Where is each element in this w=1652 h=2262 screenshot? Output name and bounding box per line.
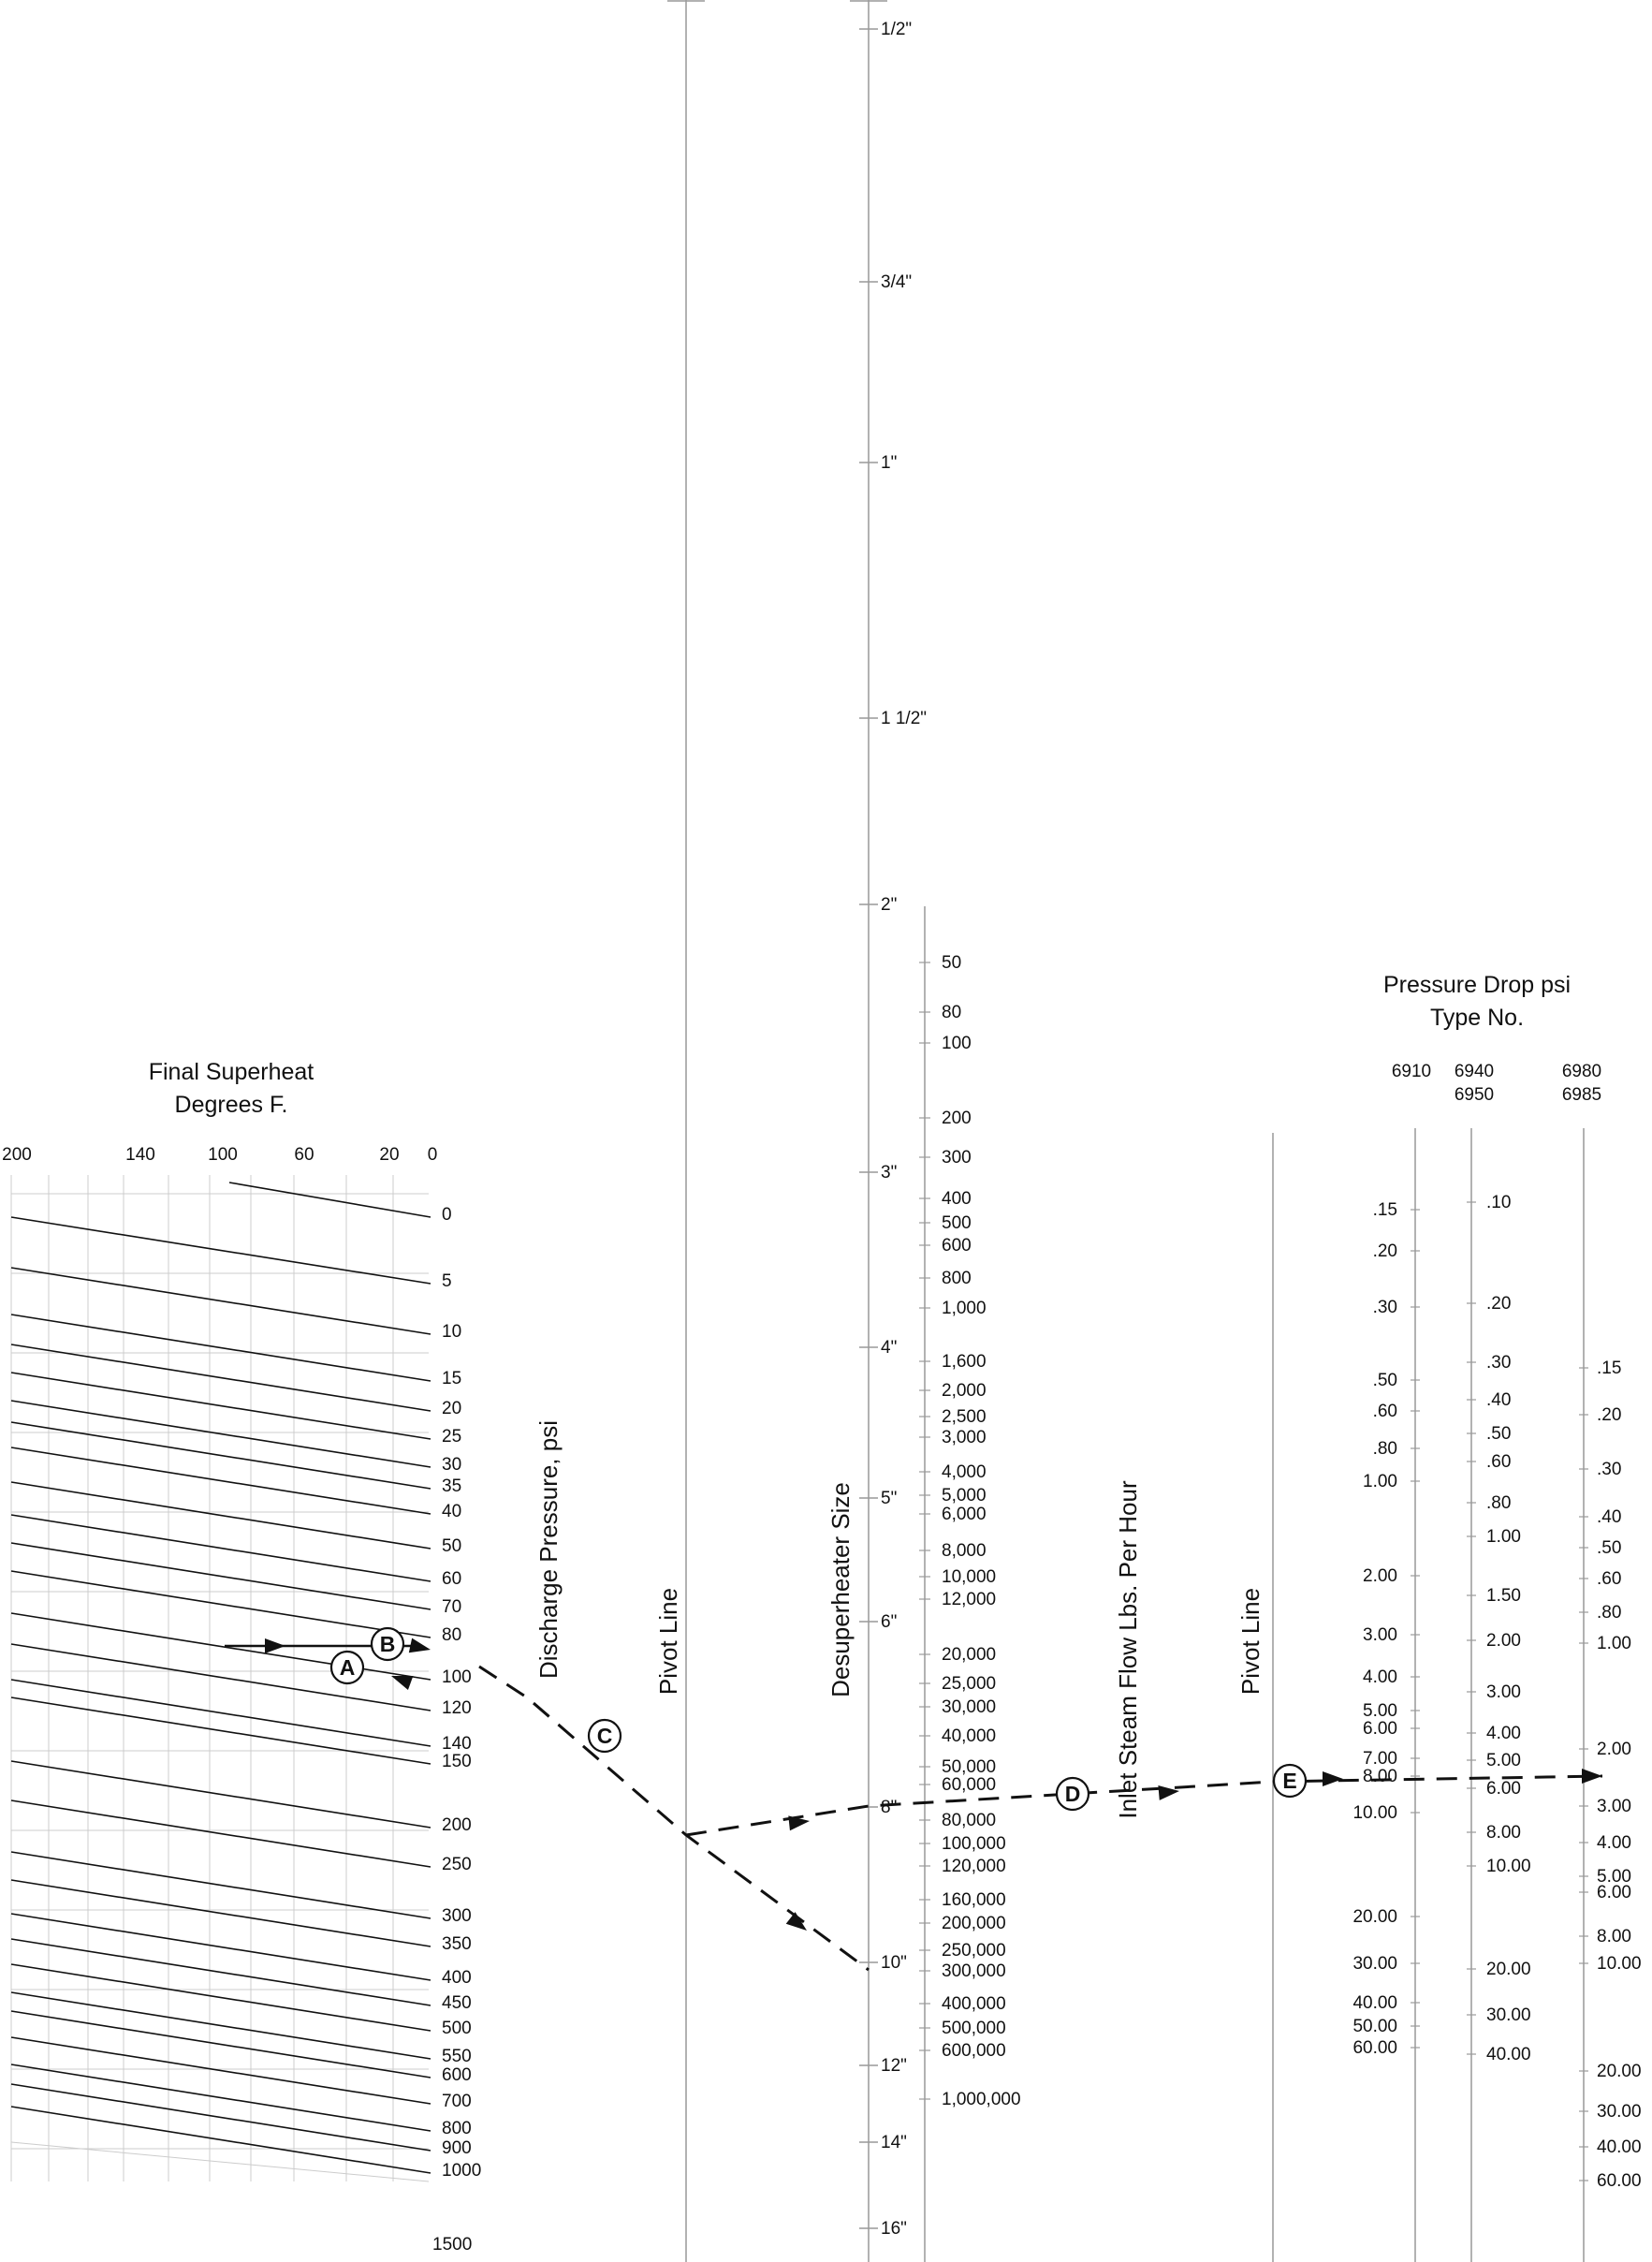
flow-value-label: 30,000 bbox=[942, 1697, 997, 1717]
pd-6940-label: 8.00 bbox=[1486, 1823, 1521, 1843]
pd-6940-label: 1.00 bbox=[1486, 1527, 1521, 1547]
flow-value-label: 2,000 bbox=[942, 1381, 987, 1401]
pd-6910-label: 3.00 bbox=[1363, 1625, 1397, 1645]
discharge-pressure-line bbox=[11, 1992, 431, 2059]
desuperheater-size-label: Desuperheater Size bbox=[826, 1482, 855, 1697]
desuperheater-size-label: 14" bbox=[881, 2133, 907, 2152]
pd-6980-label: .20 bbox=[1597, 1405, 1622, 1425]
flow-value-label: 50,000 bbox=[942, 1757, 997, 1777]
discharge-pressure-label: 1000 bbox=[442, 2161, 482, 2181]
discharge-pressure-line bbox=[11, 1543, 431, 1609]
flow-value-label: 100,000 bbox=[942, 1834, 1006, 1854]
superheat-grid bbox=[11, 1175, 429, 2181]
desuperheater-size-label: 1 1/2" bbox=[881, 709, 928, 728]
inlet-steam-flow-label: Inlet Steam Flow Lbs. Per Hour bbox=[1114, 1480, 1142, 1819]
desuperheater-size-label: 1" bbox=[881, 453, 898, 473]
flow-value-label: 6,000 bbox=[942, 1505, 987, 1524]
pd-6910-label: 60.00 bbox=[1352, 2038, 1397, 2058]
flow-value-label: 500 bbox=[942, 1213, 972, 1233]
pd-6980-label: 40.00 bbox=[1597, 2137, 1642, 2157]
pd-6910-label: 30.00 bbox=[1352, 1954, 1397, 1974]
type-number: 6985 bbox=[1561, 1085, 1602, 1105]
pd-6980-label: 2.00 bbox=[1597, 1740, 1631, 1759]
discharge-pressure-line bbox=[11, 2064, 431, 2131]
arrow-a bbox=[265, 1638, 285, 1653]
pd-6910-label: .30 bbox=[1372, 1298, 1397, 1317]
discharge-pressure-label: 900 bbox=[442, 2138, 472, 2158]
pd-6940-label: 30.00 bbox=[1486, 2005, 1531, 2025]
flow-value-label: 800 bbox=[942, 1269, 972, 1288]
discharge-pressure-line bbox=[11, 1373, 431, 1439]
desuperheater-size-label: 5" bbox=[881, 1489, 898, 1508]
flow-value-label: 300,000 bbox=[942, 1961, 1006, 1981]
pd-6910-label: .50 bbox=[1372, 1371, 1397, 1390]
pd-6980-label: .30 bbox=[1597, 1460, 1622, 1479]
type-number: 6910 bbox=[1391, 1062, 1432, 1081]
flow-value-label: 60,000 bbox=[942, 1775, 997, 1795]
desuperheater-size-label: 4" bbox=[881, 1338, 898, 1358]
pd-6910-label: 8.00 bbox=[1363, 1767, 1397, 1786]
discharge-pressure-label: 70 bbox=[442, 1597, 462, 1617]
pressure-drop-title-line1: Pressure Drop psi bbox=[1382, 972, 1572, 998]
pd-6980-label: .40 bbox=[1597, 1507, 1622, 1527]
flow-value-label: 50 bbox=[942, 953, 962, 973]
flow-value-label: 1,600 bbox=[942, 1352, 987, 1372]
flow-value-label: 4,000 bbox=[942, 1462, 987, 1482]
arrow-c-size bbox=[786, 1912, 811, 1936]
superheat-tick-label: 140 bbox=[125, 1145, 155, 1165]
desuperheater-size-label: 12" bbox=[881, 2056, 907, 2076]
discharge-pressure-line bbox=[11, 1914, 431, 1980]
arrow-e bbox=[1323, 1771, 1343, 1786]
superheat-title-line2: Degrees F. bbox=[174, 1092, 288, 1118]
pd-6980-label: 60.00 bbox=[1597, 2171, 1642, 2191]
pd-6980-label: 4.00 bbox=[1597, 1833, 1631, 1853]
discharge-pressure-label: 20 bbox=[442, 1399, 462, 1418]
arrow-b bbox=[409, 1638, 432, 1657]
pd-6910-label: 5.00 bbox=[1363, 1701, 1397, 1721]
pd-6940-label: 2.00 bbox=[1486, 1631, 1521, 1651]
pd-6940-label: .40 bbox=[1486, 1390, 1512, 1410]
type-number: 6950 bbox=[1454, 1085, 1495, 1105]
flow-value-label: 400 bbox=[942, 1189, 972, 1209]
discharge-pressure-label: 250 bbox=[442, 1855, 472, 1874]
flow-value-label: 2,500 bbox=[942, 1407, 987, 1427]
desuperheater-size-label: 1/2" bbox=[881, 20, 913, 39]
flow-value-label: 600,000 bbox=[942, 2041, 1006, 2061]
flow-value-label: 1,000 bbox=[942, 1299, 987, 1318]
flow-value-label: 5,000 bbox=[942, 1486, 987, 1506]
flow-value-label: 80 bbox=[942, 1003, 962, 1022]
discharge-pressure-label: 400 bbox=[442, 1968, 472, 1988]
flow-value-label: 10,000 bbox=[942, 1567, 997, 1587]
discharge-pressure-label: 150 bbox=[442, 1752, 472, 1771]
pivot-line-2-label: Pivot Line bbox=[1236, 1587, 1265, 1696]
pd-6940-label: .30 bbox=[1486, 1353, 1512, 1373]
pd-6980-label: .60 bbox=[1597, 1569, 1622, 1589]
discharge-pressure-label: Discharge Pressure, psi bbox=[534, 1420, 563, 1679]
type-number: 6980 bbox=[1561, 1062, 1602, 1081]
pd-6940-label: .60 bbox=[1486, 1452, 1512, 1472]
discharge-pressure-line bbox=[11, 1852, 431, 1918]
discharge-pressure-label: 5 bbox=[442, 1271, 452, 1291]
desuperheater-size-label: 16" bbox=[881, 2219, 907, 2239]
flow-value-label: 3,000 bbox=[942, 1428, 987, 1447]
discharge-pressure-label: 15 bbox=[442, 1369, 462, 1388]
pd-6910-label: 10.00 bbox=[1352, 1803, 1397, 1823]
discharge-pressure-line bbox=[11, 1571, 431, 1638]
discharge-pressure-line bbox=[229, 1182, 431, 1217]
flow-value-label: 500,000 bbox=[942, 2019, 1006, 2038]
flow-value-label: 300 bbox=[942, 1148, 972, 1168]
flow-value-label: 25,000 bbox=[942, 1674, 997, 1694]
flow-value-label: 400,000 bbox=[942, 1994, 1006, 2014]
discharge-pressure-line bbox=[11, 1344, 431, 1411]
pd-6940-label: 3.00 bbox=[1486, 1682, 1521, 1702]
flow-value-label: 12,000 bbox=[942, 1590, 997, 1609]
marker-b-letter: B bbox=[379, 1632, 396, 1656]
pd-6940-label: 1.50 bbox=[1486, 1586, 1521, 1606]
pd-6940-label: .50 bbox=[1486, 1424, 1512, 1444]
pd-6980-label: .50 bbox=[1597, 1538, 1622, 1558]
pressure-drop-title-line2: Type No. bbox=[1429, 1005, 1525, 1031]
superheat-tick-label: 60 bbox=[294, 1145, 314, 1165]
pd-6940-label: .80 bbox=[1486, 1493, 1512, 1513]
grid-border bbox=[11, 2142, 429, 2181]
tick-labels bbox=[2, 20, 1641, 2255]
flow-value-label: 80,000 bbox=[942, 1811, 997, 1830]
discharge-pressure-line bbox=[11, 2107, 431, 2173]
path-segment-discharge-to-size bbox=[479, 1667, 869, 1970]
pd-6910-label: 40.00 bbox=[1352, 1993, 1397, 2013]
discharge-pressure-line bbox=[11, 1515, 431, 1581]
pd-6980-label: 1.00 bbox=[1597, 1634, 1631, 1653]
type-number: 6940 bbox=[1454, 1062, 1495, 1081]
discharge-pressure-label: 50 bbox=[442, 1536, 462, 1556]
desuperheater-size-label: 3" bbox=[881, 1163, 898, 1182]
marker-d-letter: D bbox=[1064, 1782, 1081, 1806]
pivot-line-1-label: Pivot Line bbox=[654, 1587, 682, 1696]
pd-6910-label: 6.00 bbox=[1363, 1719, 1397, 1739]
discharge-pressure-label: 140 bbox=[442, 1734, 472, 1754]
discharge-pressure-label: 35 bbox=[442, 1476, 462, 1496]
flow-value-label: 120,000 bbox=[942, 1857, 1006, 1876]
discharge-pressure-label: 25 bbox=[442, 1427, 462, 1447]
pd-6910-label: 4.00 bbox=[1363, 1667, 1397, 1687]
discharge-pressure-line bbox=[11, 1761, 431, 1828]
pd-6940-label: 6.00 bbox=[1486, 1779, 1521, 1799]
pd-6910-label: 7.00 bbox=[1363, 1749, 1397, 1769]
pd-6910-label: .15 bbox=[1372, 1200, 1397, 1220]
discharge-pressure-label: 600 bbox=[442, 2065, 472, 2085]
pd-6980-label: 30.00 bbox=[1597, 2102, 1642, 2122]
superheat-tick-label: 20 bbox=[379, 1145, 400, 1165]
pd-6940-label: 40.00 bbox=[1486, 2045, 1531, 2064]
discharge-pressure-label: 1500 bbox=[432, 2235, 473, 2255]
pd-6940-label: 20.00 bbox=[1486, 1960, 1531, 1979]
desuperheater-size-label: 3/4" bbox=[881, 272, 913, 292]
pd-6980-label: 5.00 bbox=[1597, 1867, 1631, 1887]
discharge-pressure-label: 60 bbox=[442, 1569, 462, 1589]
flow-value-label: 8,000 bbox=[942, 1541, 987, 1561]
arrow-b-return bbox=[388, 1668, 413, 1690]
discharge-pressure-label: 40 bbox=[442, 1502, 462, 1521]
pd-6980-label: 20.00 bbox=[1597, 2062, 1642, 2081]
pd-6910-label: .60 bbox=[1372, 1402, 1397, 1421]
pd-6940-label: 10.00 bbox=[1486, 1857, 1531, 1876]
discharge-pressure-line bbox=[11, 1644, 431, 1711]
pd-6910-label: .20 bbox=[1372, 1241, 1397, 1261]
discharge-pressure-line bbox=[11, 1939, 431, 2005]
discharge-pressure-line bbox=[11, 1800, 431, 1867]
discharge-pressure-label: 100 bbox=[442, 1667, 472, 1687]
superheat-title-line1: Final Superheat bbox=[148, 1059, 314, 1085]
pd-6980-label: 10.00 bbox=[1597, 1954, 1642, 1974]
discharge-pressure-label: 80 bbox=[442, 1625, 462, 1645]
superheat-tick-label: 200 bbox=[2, 1145, 32, 1165]
flow-value-label: 160,000 bbox=[942, 1890, 1006, 1910]
pd-6910-label: 2.00 bbox=[1363, 1566, 1397, 1586]
superheat-tick-label: 0 bbox=[427, 1145, 438, 1165]
path-segment-size-to-pressure-drop bbox=[686, 1776, 1602, 1835]
discharge-pressure-label: 800 bbox=[442, 2119, 472, 2138]
marker-e-letter: E bbox=[1282, 1769, 1297, 1793]
discharge-pressure-label: 450 bbox=[442, 1993, 472, 2013]
pd-6940-label: .10 bbox=[1486, 1193, 1512, 1212]
flow-value-label: 20,000 bbox=[942, 1645, 997, 1665]
flow-value-label: 200 bbox=[942, 1109, 972, 1128]
discharge-pressure-label: 0 bbox=[442, 1205, 452, 1225]
flow-value-label: 1,000,000 bbox=[942, 2090, 1021, 2109]
flow-value-label: 250,000 bbox=[942, 1941, 1006, 1961]
discharge-pressure-line bbox=[11, 1680, 431, 1746]
flow-value-label: 600 bbox=[942, 1236, 972, 1256]
discharge-pressure-label: 200 bbox=[442, 1815, 472, 1835]
desuperheater-size-label: 2" bbox=[881, 895, 898, 915]
flow-value-label: 200,000 bbox=[942, 1914, 1006, 1933]
discharge-pressure-label: 300 bbox=[442, 1906, 472, 1926]
discharge-pressure-line bbox=[11, 1880, 431, 1946]
desuperheater-size-label: 6" bbox=[881, 1612, 898, 1632]
marker-c-letter: C bbox=[596, 1724, 613, 1748]
superheat-tick-label: 100 bbox=[208, 1145, 238, 1165]
discharge-pressure-label: 550 bbox=[442, 2047, 472, 2066]
pd-6980-label: 8.00 bbox=[1597, 1927, 1631, 1946]
pd-6910-label: 50.00 bbox=[1352, 2017, 1397, 2036]
arrow-end bbox=[1582, 1769, 1602, 1784]
pd-6910-label: 1.00 bbox=[1363, 1472, 1397, 1491]
discharge-pressure-label: 30 bbox=[442, 1455, 462, 1475]
marker-a-letter: A bbox=[339, 1655, 356, 1680]
pd-6910-label: 20.00 bbox=[1352, 1907, 1397, 1927]
pd-6980-label: .15 bbox=[1597, 1359, 1622, 1378]
pd-6980-label: 6.00 bbox=[1597, 1883, 1631, 1902]
discharge-pressure-line bbox=[11, 1482, 431, 1549]
discharge-pressure-label: 120 bbox=[442, 1698, 472, 1718]
pd-6940-label: 4.00 bbox=[1486, 1724, 1521, 1743]
pd-6940-label: .20 bbox=[1486, 1294, 1512, 1314]
discharge-pressure-label: 700 bbox=[442, 2092, 472, 2111]
pd-6910-label: .80 bbox=[1372, 1439, 1397, 1459]
discharge-pressure-label: 500 bbox=[442, 2019, 472, 2038]
desuperheater-size-label: 8" bbox=[881, 1798, 898, 1817]
pd-6980-label: .80 bbox=[1597, 1603, 1622, 1623]
discharge-pressure-label: 10 bbox=[442, 1322, 462, 1342]
desuperheater-size-label: 10" bbox=[881, 1953, 907, 1973]
pd-6980-label: 3.00 bbox=[1597, 1797, 1631, 1816]
discharge-pressure-label: 350 bbox=[442, 1934, 472, 1954]
flow-value-label: 40,000 bbox=[942, 1726, 997, 1746]
discharge-pressure-line bbox=[11, 1697, 431, 1764]
pd-6940-label: 5.00 bbox=[1486, 1751, 1521, 1770]
flow-value-label: 100 bbox=[942, 1034, 972, 1053]
